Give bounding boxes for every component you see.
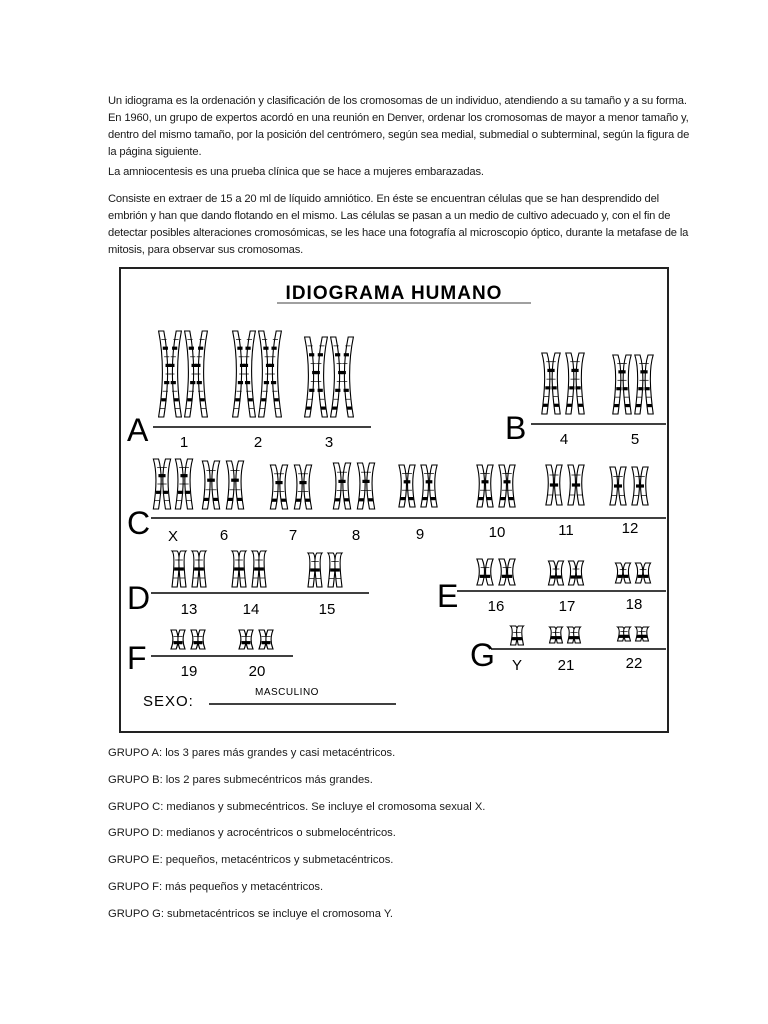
group-letter-c: C	[127, 505, 151, 541]
text-line: dentro del mismo tamaño, por la posición del centrómero, según sea medial, submedial o subterminal, según la figura de	[108, 129, 690, 141]
chromosome-label-19: 19	[180, 663, 198, 680]
chromosome-label-x: X	[167, 528, 178, 545]
chromosome-glyph	[610, 467, 626, 505]
chromosome-label-7: 7	[288, 527, 298, 544]
chromosome-glyph	[294, 465, 311, 509]
chromosome-glyph	[568, 627, 581, 643]
sex-label: SEXO:	[143, 693, 194, 710]
chromosome-glyph	[172, 551, 186, 587]
chromosome-label-15: 15	[318, 601, 336, 618]
text-line: la página siguiente.	[108, 146, 202, 158]
chromosome-label-22: 22	[625, 655, 643, 672]
chromosome-glyph	[511, 626, 524, 645]
chromosome-glyph	[305, 337, 328, 417]
chromosome-glyph	[153, 459, 170, 509]
chromosome-label-21: 21	[557, 657, 575, 674]
group-description-a: GRUPO A: los 3 pares más grandes y casi metacéntricos.	[108, 747, 396, 759]
group-letter-d: D	[127, 580, 151, 616]
text-line: En 1960, un grupo de expertos acordó en una reunión en Denver, ordenar los cromosomas de mayor a menor tamaño y,	[108, 112, 689, 124]
chromosome-label-8: 8	[351, 527, 361, 544]
chromosome-glyph	[259, 331, 282, 417]
figure-title: IDIOGRAMA HUMANO	[285, 283, 503, 304]
text-line: embrión y han que dando flotando en el mismo. Las células se pasan a un medio de cultivo adecuado y, con el fin de	[108, 210, 671, 222]
chromosome-label-5: 5	[630, 431, 640, 448]
group-description-f: GRUPO F: más pequeños y metacéntricos.	[108, 880, 324, 893]
group-description-list	[108, 746, 668, 934]
chromosome-label-17: 17	[558, 598, 576, 615]
intro-paragraph-1	[108, 93, 690, 161]
chromosome-label-14: 14	[242, 601, 260, 618]
chromosome-glyph	[333, 463, 350, 509]
chromosome-label-18: 18	[625, 596, 643, 613]
intro-paragraph-3	[108, 191, 689, 259]
idiogram-figure	[119, 267, 669, 733]
chromosome-glyph	[635, 563, 650, 583]
chromosome-glyph	[191, 630, 205, 649]
chromosome-glyph	[566, 353, 584, 414]
group-letter-a: A	[127, 412, 149, 448]
chromosome-glyph	[548, 561, 563, 585]
chromosome-glyph	[357, 463, 374, 509]
chromosome-glyph	[542, 353, 560, 414]
chromosome-glyph	[232, 551, 246, 587]
group-letter-f: F	[127, 640, 147, 676]
chromosome-glyph	[477, 559, 493, 585]
chromosome-glyph	[546, 465, 562, 505]
chromosome-label-1: 1	[179, 434, 189, 451]
chromosome-glyph	[171, 630, 185, 649]
chromosome-glyph	[499, 559, 515, 585]
chromosome-glyph	[233, 331, 256, 417]
chromosome-label-9: 9	[415, 526, 425, 543]
group-letter-e: E	[437, 578, 459, 614]
group-letter-b: B	[505, 410, 527, 446]
chromosome-label-y: Y	[511, 657, 522, 674]
chromosome-glyph	[239, 630, 253, 649]
chromosome-glyph	[159, 331, 182, 417]
chromosome-glyph	[259, 630, 273, 649]
chromosome-label-4: 4	[559, 431, 569, 448]
group-description-g: GRUPO G: submetacéntricos se incluye el cromosoma Y.	[108, 907, 393, 920]
chromosome-label-13: 13	[180, 601, 198, 618]
chromosome-glyph	[399, 465, 415, 507]
chromosome-glyph	[270, 465, 287, 509]
chromosome-glyph	[618, 627, 631, 641]
chromosome-glyph	[252, 551, 266, 587]
chromosome-glyph	[308, 553, 322, 587]
chromosome-glyph	[185, 331, 208, 417]
group-description-d: GRUPO D: medianos y acrocéntricos o submelocéntricos.	[108, 827, 396, 840]
chromosome-glyph	[550, 627, 563, 643]
chromosome-label-10: 10	[488, 524, 506, 541]
chromosome-glyph	[632, 467, 648, 505]
chromosome-glyph	[421, 465, 437, 507]
group-description-b: GRUPO B: los 2 pares submecéntricos más grandes.	[108, 773, 373, 786]
chromosome-glyph	[636, 627, 649, 641]
text-line: La amniocentesis es una prueba clínica que se hace a mujeres embarazadas.	[108, 166, 484, 178]
intro-paragraph-2	[108, 164, 664, 181]
chromosome-glyph	[328, 553, 342, 587]
chromosome-glyph	[331, 337, 354, 417]
chromosome-glyph	[499, 465, 515, 507]
group-description-c: GRUPO C: medianos y submecéntricos. Se incluye el cromosoma sexual X.	[108, 800, 486, 813]
chromosome-label-2: 2	[253, 434, 263, 451]
chromosome-label-20: 20	[248, 663, 266, 680]
chromosome-glyph	[568, 561, 583, 585]
chromosome-glyph	[202, 461, 219, 509]
chromosome-label-11: 11	[558, 522, 574, 539]
group-letter-g: G	[470, 637, 495, 673]
chromosome-label-6: 6	[219, 527, 229, 544]
text-line: Consiste en extraer de 15 a 20 ml de líquido amniótico. En éste se encuentran células que se han desprendido del	[108, 193, 660, 205]
group-description-e: GRUPO E: pequeños, metacéntricos y submetacéntricos.	[108, 854, 394, 867]
chromosome-glyph	[226, 461, 243, 509]
chromosome-glyph	[477, 465, 493, 507]
text-line: detectar posibles alteraciones cromosómicas, se les hace una fotografía al microscopio óptico, durante la metafase de la	[108, 227, 689, 239]
chromosome-drawing	[121, 269, 667, 731]
chromosome-glyph	[192, 551, 206, 587]
chromosome-glyph	[635, 355, 653, 414]
chromosome-label-16: 16	[487, 598, 505, 615]
text-line: mitosis, para observar sus cromosomas.	[108, 244, 304, 256]
text-line: Un idiograma es la ordenación y clasificación de los cromosomas de un individuo, atendiendo a su tamaño y a su forma.	[108, 95, 687, 107]
chromosome-glyph	[615, 563, 630, 583]
chromosome-label-3: 3	[324, 434, 334, 451]
chromosome-glyph	[175, 459, 192, 509]
chromosome-glyph	[568, 465, 584, 505]
chromosome-label-12: 12	[621, 520, 639, 537]
sex-value: MASCULINO	[255, 687, 319, 698]
chromosome-glyph	[613, 355, 631, 414]
